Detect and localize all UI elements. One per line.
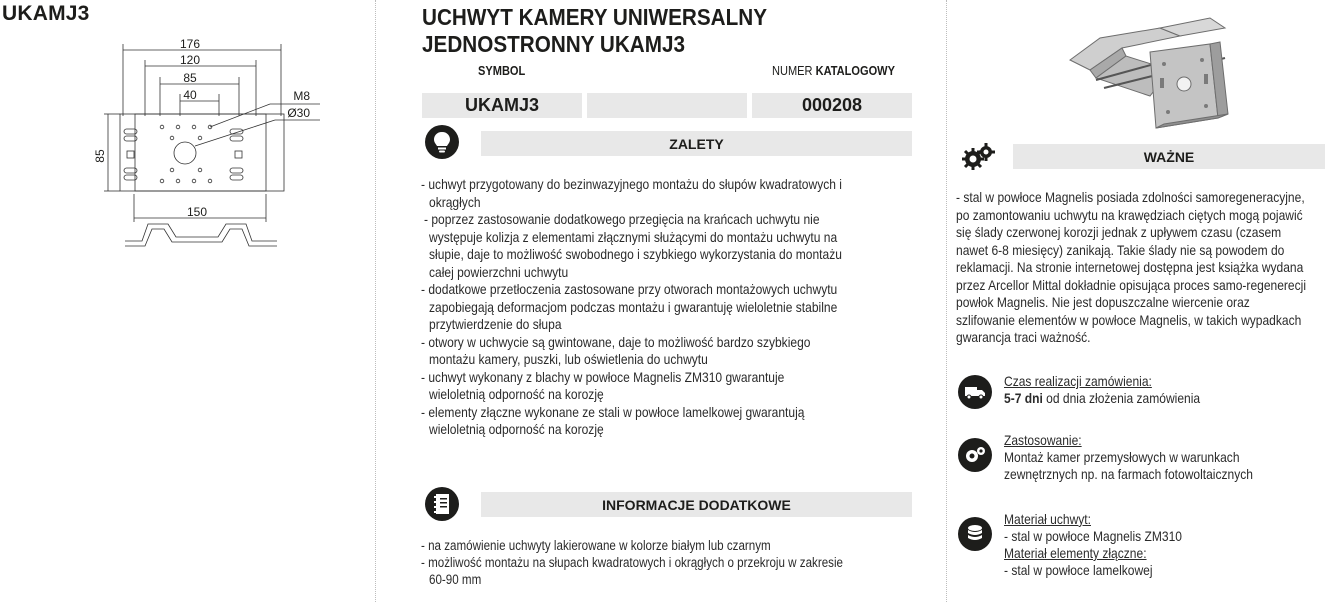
advantage-line: - elementy złączne wykonane ze stali w powłoce lamelkowej gwarantują: [421, 403, 805, 420]
important-line: nawet 6-8 miesięcy) zanikają. Takie ślady nie są powodem do: [956, 241, 1285, 258]
divider-right: [946, 0, 947, 602]
additional-line: 60-90 mm: [429, 572, 482, 587]
symbol-value: UKAMJ3: [464, 95, 539, 115]
additional-line: - możliwość montażu na słupach kwadratowych i okrągłych o przekroju w zakresie: [421, 555, 844, 570]
label-d30: Ø30: [287, 106, 310, 120]
important-line: powłok Magnelis. Nie jest dopuszczalne wiercenie oraz: [956, 294, 1250, 310]
gears-icon: [958, 142, 998, 172]
technical-drawing: [80, 34, 320, 266]
material: [1004, 511, 1334, 579]
advantages-header: ZALETY: [481, 131, 912, 156]
additional-line: - na zamówienie uchwyty lakierowane w kolorze białym lub czarnym: [421, 538, 771, 553]
database-icon: [958, 517, 992, 551]
lead-time-days: 5-7 dni: [1004, 390, 1043, 406]
advantage-line: - poprzez zastosowanie dodatkowego przegięcia na krańcach uchwytu nie: [424, 211, 820, 227]
dim-85-top: 85: [183, 71, 197, 85]
lead-time: Czas realizacji zamówienia: 5-7 dni od dnia złożenia zamówienia: [1004, 373, 1201, 406]
important-line: - stal w powłoce Magnelis posiada zdolności samoregeneracyjne,: [956, 189, 1305, 205]
advantage-line: wieloletnią odporność na korozję: [429, 421, 604, 437]
advantages-list: [421, 176, 931, 439]
additional-info-header: INFORMACJE DODATKOWE: [481, 492, 912, 517]
delivery-truck-icon: [958, 375, 992, 409]
lead-time-label: Czas realizacji zamówienia:: [1004, 373, 1152, 389]
advantage-line: słupie, daje to możliwość swobodnego i szybkiego wykorzystania do montażu: [429, 246, 842, 262]
usage-line: Montaż kamer przemysłowych w warunkach: [1004, 449, 1240, 465]
usage-gears-icon: [958, 438, 992, 472]
important-line: gwarancja traci ważność.: [956, 329, 1091, 345]
material-value: - stal w powłoce Magnelis ZM310: [1004, 528, 1183, 544]
advantage-line: - otwory w uchwycie są gwintowane, daje to możliwość bardzo szybkiego: [421, 333, 811, 350]
important-line: po zamontowaniu uchwytu na krawędziach ciętych mogą pojawić: [956, 206, 1303, 223]
advantage-line: zapobiegają deformacjom podczas montażu i gwarantuję wieloletnie stabilne: [429, 298, 838, 315]
label-m8: M8: [293, 89, 310, 103]
material-label: Materiał uchwyt:: [1004, 511, 1091, 527]
usage-label: Zastosowanie:: [1004, 432, 1082, 448]
advantage-line: - uchwyt wykonany z blachy w powłoce Magnelis ZM310 gwarantuje: [421, 368, 785, 385]
catalog-label: NUMER KATALOGOWY: [772, 63, 895, 78]
fasteners-label: Materiał elementy złączne:: [1004, 545, 1147, 561]
catalog-cell: [752, 93, 912, 118]
important-line: się ślady czerwonej korozji jednak z upływem czasu (czasem: [956, 224, 1282, 240]
advantage-line: - uchwyt przygotowany do bezinwazyjnego montażu do słupów kwadratowych i: [421, 176, 842, 192]
additional-info-list: [421, 537, 931, 588]
document-icon: [425, 487, 459, 521]
dim-85-side: 85: [93, 149, 107, 163]
divider-left: [375, 0, 376, 602]
important-header: WAŻNE: [1013, 144, 1325, 169]
advantage-line: całej powierzchni uchwytu: [429, 263, 569, 280]
dim-120: 120: [179, 53, 201, 67]
important-text: [956, 189, 1336, 347]
advantage-line: montażu kamery, puszki, lub oświetlenia do uchwytu: [429, 351, 708, 367]
lightbulb-icon: [425, 125, 459, 159]
advantage-line: wieloletnią odporność na korozję: [429, 386, 604, 402]
product-title: UCHWYT KAMERY UNIWERSALNY JEDNOSTRONNY UKAMJ3: [422, 4, 768, 57]
important-line: reklamacji. Na stronie internetowej dostępna jest książka wydana: [956, 259, 1304, 275]
advantage-line: występuje kolizja z elementami złącznymi służącymi do montażu uchwytu na: [429, 228, 838, 245]
important-line: szlifowanie elementów w powłoce Magnelis, w takich wypadkach: [956, 311, 1302, 328]
advantage-line: okrągłych: [429, 193, 481, 210]
symbol-cell: [422, 93, 582, 118]
usage: [1004, 432, 1334, 483]
advantage-line: - dodatkowe przetłoczenia zastosowane przy otworach montażowych uchwytu: [421, 281, 838, 297]
fasteners-value: - stal w powłoce lamelkowej: [1004, 562, 1153, 578]
product-photo: [1060, 8, 1240, 136]
product-code-heading: UKAMJ3: [2, 2, 90, 25]
usage-line: zewnętrznych np. na farmach fotowoltaicznych: [1004, 466, 1253, 482]
dim-40: 40: [183, 88, 197, 102]
symbol-label: SYMBOL: [478, 63, 526, 78]
dim-150: 150: [186, 205, 208, 219]
dim-176: 176: [179, 37, 201, 51]
advantage-line: przytwierdzenie do słupa: [429, 316, 562, 332]
important-line: przez Arcellor Mittal dokładnie opisująca proces samo-regenerecji: [956, 276, 1307, 293]
empty-cell: [587, 93, 747, 118]
catalog-value: 000208: [801, 95, 863, 115]
